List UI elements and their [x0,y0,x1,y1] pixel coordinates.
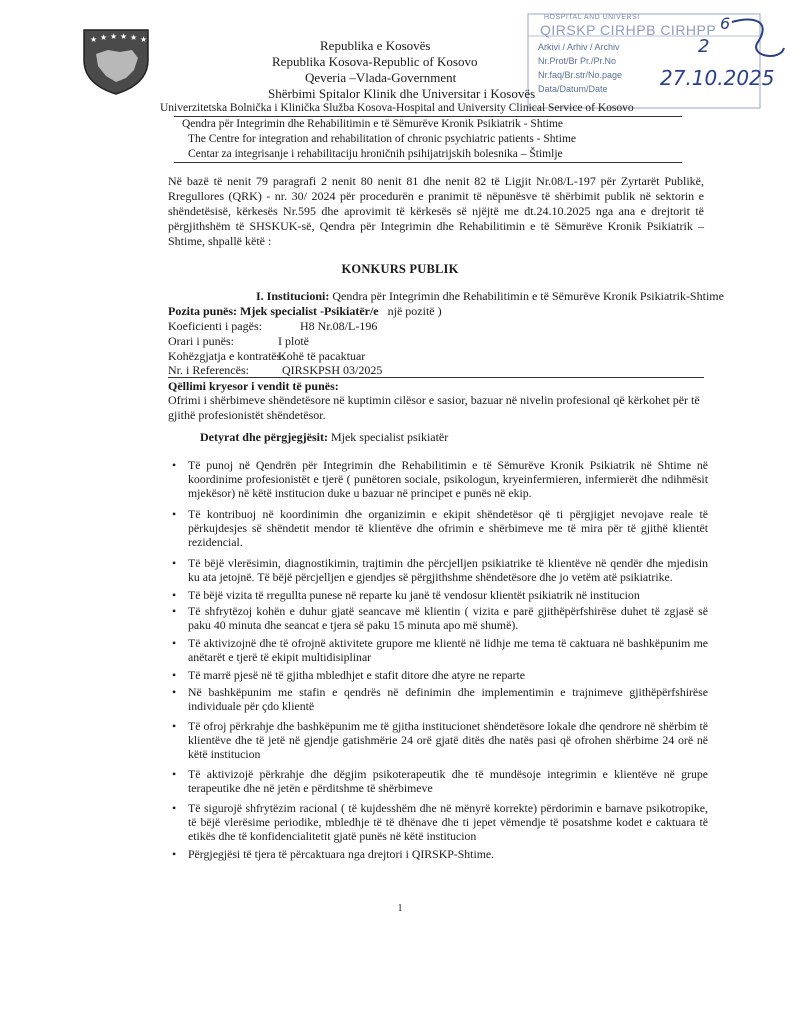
stamp-date-line: Data/Datum/Date [538,84,608,94]
stamp-protocol-line: Nr.Prot/Br Pr./Pr.No [538,56,617,66]
bullet-icon: • [172,588,177,602]
handwritten-number: 2 [698,36,710,57]
header-centre-al: Qendra për Integrimin dhe Rehabilitimin e të Sëmurëve Kronik Psikiatrik - Shtime [182,118,564,130]
bullet-icon: • [172,507,177,521]
salary-coefficient-value: H8 Nr.08/L-196 [300,319,378,333]
bullet-icon: • [172,847,177,861]
institution-label: I. Institucioni: [256,289,330,303]
fields-divider [168,377,704,378]
bullet-icon: • [172,636,177,650]
stamp-header: HOSPITAL AND UNIVERSI [544,14,640,21]
list-item: • Të marrë pjesë në të gjitha mbledhjet e stafit ditore dhe atyre ne reparte [172,668,526,682]
list-item: • Të aktivizojë përkrahje dhe dëgjim psikoterapeutik dhe të mundësoje integrimin e klientëve në grupe terapeutike dhe në jetën e përditshme të shërbimeve [172,767,708,795]
svg-text:★: ★ [130,33,138,42]
institution-line [256,289,724,304]
bullet-icon: • [172,556,177,570]
bullet-icon: • [172,458,177,472]
work-schedule-value: I plotë [278,334,309,348]
list-item: • Të aktivizojnë dhe të ofrojnë aktivitete grupore me klientë në lidhje me tema të caktuara në bashkëpunim me anëtarët e tjerë të ekipit multidisiplinar [172,636,708,664]
header-university-clinical: Univerzitetska Bolnička i Klinička Služba Kosova-Hospital and University Clinical Service of Kosovo [160,102,634,114]
archive-stamp [522,12,800,112]
header-centre-en: The Centre for integration and rehabilitation of chronic psychiatric patients - Shtime [188,133,577,145]
position-suffix: një pozitë ) [387,304,442,318]
duties-label: Detyrat dhe përgjegjësit: [200,430,328,444]
handwritten-mark: 6 [720,14,731,33]
intro-paragraph: Në bazë të nenit 79 paragrafi 2 nenit 80 nenit 81 dhe nenit 82 të Ligjit Nr.08/L-197 për Zyrtarët Publikë, Rregullores (QRK) - nr. 30/ 2024 për procedurën e pranimit të nëpunësve të shërbimit publik në sektorin e shëndetësisë, kërkesës Nr.595 dhe aprovimit të kërkesës së njëjtë me dt.24.10.2025 nga ana e drejtorit të përgjithshëm të SHSKUK-së, Qendra për Integrimin dhe Rehabilitimin e të Sëmurëve Kronik Psikiatrik – Shtime, shpallë këtë : [168,174,704,248]
handwritten-date: 27.10.2025 [660,66,775,90]
list-item: • Të sigurojë shfrytëzim racional ( të kujdesshëm dhe në mënyrë korrekte) përdorimin e barnave psikotropike, të bëjë vlerësime periodike, mbledhje të të dhënave dhe ti jepet vëmendje të posatshme kodet e caktuara të etikës dhe të konfidencialitetit gjatë punës në këtë institucion [172,801,708,843]
stamp-code: QIRSKP CIRHPB CIRHPP [540,22,717,38]
position-line [168,304,442,319]
header-divider-2 [174,162,682,163]
svg-text:★: ★ [140,35,148,44]
header-centre-sr: Centar za integrisanje i rehabilitaciju hroničnih psihijatrijskih bolesnika – Štimlje [188,148,563,160]
bullet-icon: • [172,801,177,815]
list-item: • Të bëjë vlerësimin, diagnostikimin, trajtimin dhe përcjelljen psikiatrike të klientëve në qendër dhe mjedisin ku ata jetojnë. Të bëjë përcjelljen e gjendjes së përgjithshme shëndetësore dhe jo vetëm atë psikiatrike. [172,556,708,584]
contract-duration-label: Kohëzgjatja e kontratës: [168,349,285,363]
svg-text:★: ★ [100,33,108,42]
list-item: • Të ofroj përkrahje dhe bashkëpunim me të gjitha institucionet shëndetësore lokale dhe qendrore në shërbim të klientëve dhe të jetë në gjendje gatishmërie 24 orë gjatë ditës dhe natës pasi që ofrohen shërbime 24 orë në këtë institucion [172,719,708,761]
header-republic-sr-en: Republika Kosova-Republic of Kosovo [272,54,478,69]
duties-heading [200,430,448,445]
list-item: • Të punoj në Qendrën për Integrimin dhe Rehabilitimin e të Sëmurëve Kronik Psikiatrik në Shtime në koordinime profesionistët e tjerë ( punëtoren sociale, psikologun, kryeinfermieren, infermierët dhe ndihmësit mjekësor) në këtë institucion duke u bazuar në principet e punës në ekip. [172,458,708,500]
list-item: • Të kontribuoj në koordinimin dhe organizimin e ekipit shëndetësor që ti përgjigjet nevojave reale të përkujdesjes së shëndetit mendor të klientëve dhe ofrimin e shërbimeve me të mira për të gjithë klientët rezidencial. [172,507,708,549]
position-value: Mjek specialist -Psikiatër/e [240,304,379,318]
purpose-title: Qëllimi kryesor i vendit të punës: [168,379,339,393]
position-label: Pozita punës: [168,304,237,318]
stamp-archive-line: Arkivi / Arhiv / Archiv [538,42,620,52]
purpose-text: Ofrimi i shërbimeve shëndetësore në kuptimin cilësor e sasior, bazuar në nivelin profesional që kërkohet për të gjithë profesionistët shëndetësor. [168,393,700,422]
salary-coefficient-label: Koeficienti i pagës: [168,319,262,333]
institution-value: Qendra për Integrimin dhe Rehabilitimin e të Sëmurëve Kronik Psikiatrik-Shtime [332,289,724,303]
page-number: 1 [397,903,403,914]
svg-text:★: ★ [110,32,118,41]
list-item: • Të shfrytëzoj kohën e duhur gjatë seancave më klientin ( vizita e parë gjithëpërfshirëse duhet të zgjasë së paku 40 minuta dhe seancat e tjera së paku 15 minuta apo më shumë). [172,604,708,632]
header-republic-al: Republika e Kosovës [320,38,431,53]
work-schedule-label: Orari i punës: [168,334,234,348]
duties-list [172,458,708,861]
stamp-pages-line: Nr.faq/Br.str/No.page [538,70,623,80]
header-service: Shërbimi Spitalor Klinik dhe Universitar i Kosovës [268,86,536,101]
svg-text:★: ★ [90,35,98,44]
reference-number-label: Nr. i Referencës: [168,363,249,377]
list-item: • Në bashkëpunim me stafin e qendrës në definimin dhe implementimin e trajnimeve gjithëpërfshirëse individuale për çdo klientë [172,685,708,713]
bullet-icon: • [172,668,177,682]
bullet-icon: • [172,604,177,618]
contract-duration-value: Kohë të pacaktuar [278,349,366,363]
svg-text:★: ★ [120,32,128,41]
list-item: • Të bëjë vizita të rregullta punese në reparte ku janë të vendosur klientët psikiatrik në institucion [172,588,640,602]
reference-number-value: QIRSKPSH 03/2025 [282,363,383,377]
coat-of-arms-emblem [80,26,152,96]
header-government: Qeveria –Vlada-Government [305,70,457,85]
duties-role: Mjek specialist psikiatër [330,430,449,444]
list-item: • Përgjegjësi të tjera të përcaktuara nga drejtori i QIRSKP-Shtime. [172,847,495,861]
bullet-icon: • [172,719,177,733]
page-title: KONKURS PUBLIK [341,262,459,276]
bullet-icon: • [172,685,177,699]
bullet-icon: • [172,767,177,781]
